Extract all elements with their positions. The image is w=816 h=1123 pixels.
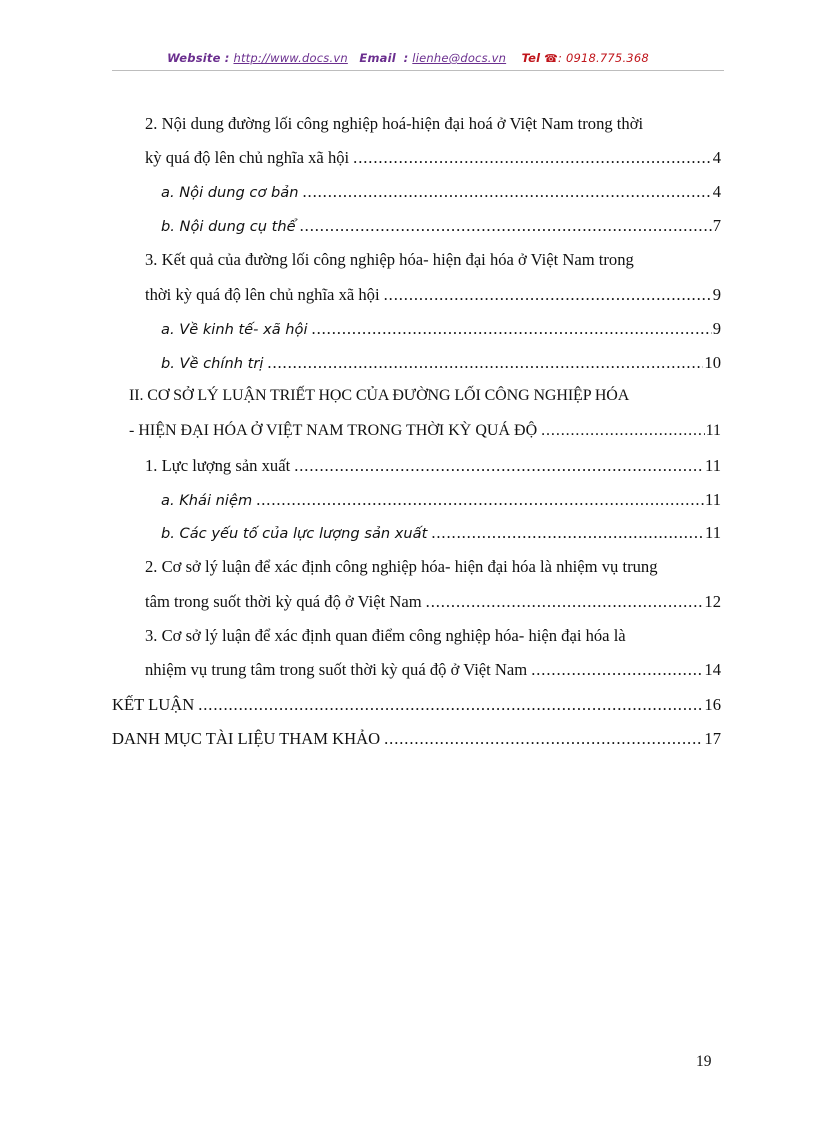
- toc-line: 2. Cơ sở lý luận để xác định công nghiệp hóa- hiện đại hóa là nhiệm vụ trung: [145, 557, 658, 576]
- page-header: [0, 51, 816, 65]
- toc-entry[interactable]: nhiệm vụ trung tâm trong suốt thời kỳ quá độ ở Việt Nam ..... 14: [145, 660, 721, 680]
- toc-page: 17: [704, 729, 721, 748]
- toc-page: 11: [705, 422, 721, 439]
- header-divider: [112, 70, 724, 71]
- toc-page: 9: [712, 285, 721, 304]
- phone-icon: ☎: [544, 52, 559, 65]
- website-link[interactable]: http://www.docs.vn: [233, 51, 348, 65]
- toc-line: 3. Kết quả của đường lối công nghiệp hóa- hiện đại hóa ở Việt Nam trong: [145, 250, 634, 269]
- toc-page: 16: [704, 695, 721, 714]
- toc-line: 3. Cơ sở lý luận để xác định quan điểm công nghiệp hóa- hiện đại hóa là: [145, 626, 626, 645]
- toc-page: 9: [712, 319, 721, 338]
- website-label: Website :: [167, 51, 230, 65]
- toc-entry[interactable]: b. Nội dung cụ thể ..... 7: [161, 216, 721, 237]
- toc-entry[interactable]: a. Về kinh tế- xã hội ..... 9: [161, 319, 721, 340]
- toc-entry[interactable]: a. Khái niệm ..... 11: [161, 490, 721, 511]
- toc-page: 4: [712, 182, 721, 201]
- toc-entry[interactable]: a. Nội dung cơ bản ..... 4: [161, 182, 721, 203]
- toc-entry[interactable]: b. Các yếu tố của lực lượng sản xuất ..... 11: [161, 523, 721, 544]
- tel-value: : 0918.775.368: [558, 51, 649, 65]
- toc-entry[interactable]: - HIỆN ĐẠI HÓA Ở VIỆT NAM TRONG THỜI KỲ QUÁ ĐỘ ..... 11: [129, 421, 721, 441]
- toc-page: 12: [704, 592, 721, 611]
- toc-page: 10: [704, 353, 721, 372]
- page-number: 19: [696, 1053, 712, 1070]
- toc-entry[interactable]: DANH MỤC TÀI LIỆU THAM KHẢO ..... 17: [112, 729, 721, 749]
- toc-page: 4: [712, 148, 721, 167]
- toc-page: 11: [705, 523, 721, 542]
- email-link[interactable]: lienhe@docs.vn: [412, 51, 507, 65]
- toc-entry[interactable]: kỳ quá độ lên chủ nghĩa xã hội ..... 4: [145, 148, 721, 168]
- toc-page: 11: [705, 490, 721, 509]
- toc-line: II. CƠ SỞ LÝ LUẬN TRIẾT HỌC CỦA ĐƯỜNG LỐI CÔNG NGHIỆP HÓA: [129, 387, 630, 404]
- toc-entry[interactable]: thời kỳ quá độ lên chủ nghĩa xã hội ..... 9: [145, 285, 721, 305]
- toc-line: 2. Nội dung đường lối công nghiệp hoá-hiện đại hoá ở Việt Nam trong thời: [145, 114, 644, 133]
- toc-entry[interactable]: KẾT LUẬN ..... 16: [112, 695, 721, 715]
- email-label: Email: [359, 51, 396, 65]
- toc-page: 7: [712, 216, 721, 235]
- toc-entry[interactable]: tâm trong suốt thời kỳ quá độ ở Việt Nam ..... 12: [145, 592, 721, 612]
- tel-label: Tel: [521, 51, 541, 65]
- toc-entry[interactable]: 1. Lực lượng sản xuất ..... 11: [145, 456, 721, 476]
- toc-entry[interactable]: b. Về chính trị ..... 10: [161, 353, 721, 374]
- email-separator: :: [403, 51, 409, 65]
- toc-page: 11: [705, 456, 721, 475]
- toc-page: 14: [704, 660, 721, 679]
